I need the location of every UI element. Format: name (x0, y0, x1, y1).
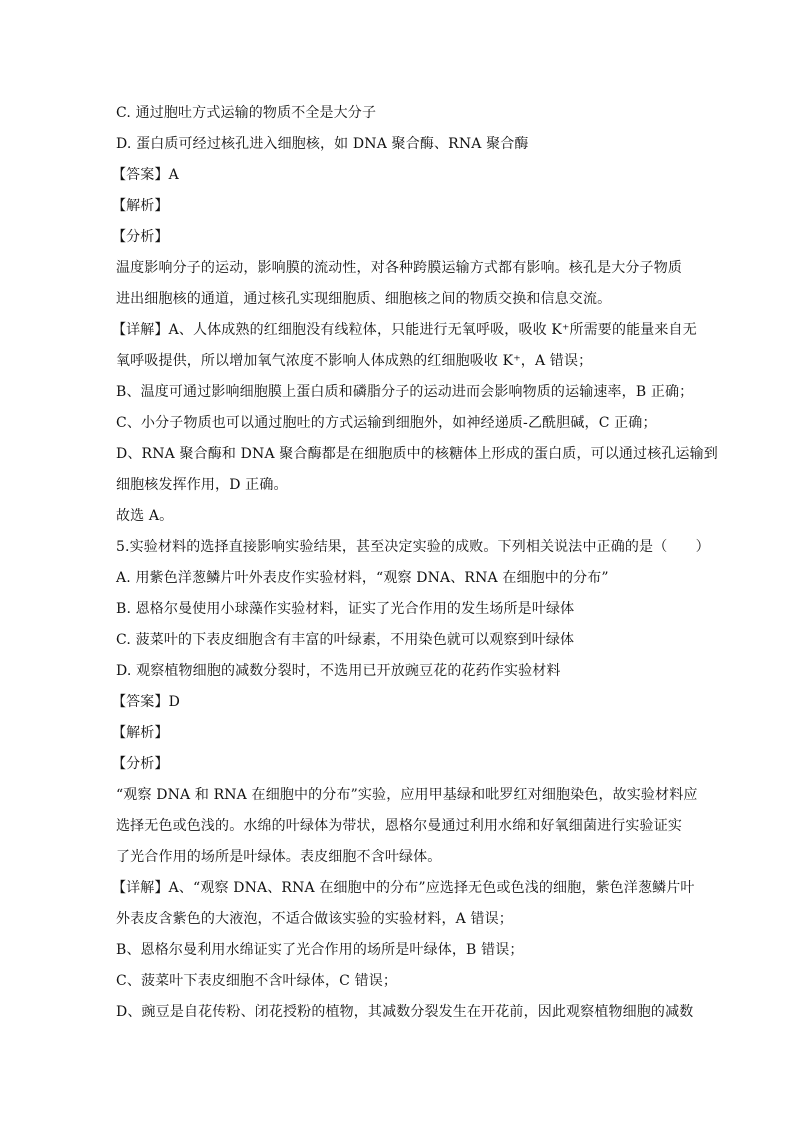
answer-label: 【答案】D (112, 694, 180, 710)
option-d-line: D. 蛋白质可经过核孔进入细胞核，如 DNA 聚合酶、RNA 聚合酶 (116, 136, 529, 152)
detail-line: D、RNA 聚合酶和 DNA 聚合酶都是在细胞质中的核糖体上形成的蛋白质，可以通过核孔运输到 (116, 446, 718, 462)
analysis-text-line: 了光合作用的场所是叶绿体。表皮细胞不含叶绿体。 (116, 849, 442, 865)
detail-line: 外表皮含紫色的大液泡，不适合做该实验的实验材料，A 错误； (116, 911, 513, 927)
explanation-label: 【解析】 (112, 725, 169, 741)
analysis-text-line: 进出细胞核的通道，通过核孔实现细胞质、细胞核之间的物质交换和信息交流。 (116, 291, 612, 307)
analysis-label: 【分析】 (112, 229, 169, 245)
explanation-label: 【解析】 (112, 198, 169, 214)
detail-line: 细胞核发挥作用，D 正确。 (116, 477, 288, 493)
detail-line: D、豌豆是自花传粉、闭花授粉的植物，其减数分裂发生在开花前，因此观察植物细胞的减数 (116, 1004, 694, 1020)
detail-line: C、小分子物质也可以通过胞吐的方式运输到细胞外，如神经递质-乙酰胆碱，C 正确； (116, 415, 657, 431)
analysis-label: 【分析】 (112, 756, 169, 772)
question-5-option-d: D. 观察植物细胞的减数分裂时，不选用已开放豌豆花的花药作实验材料 (116, 663, 561, 679)
detail-line: B、温度可通过影响细胞膜上蛋白质和磷脂分子的运动进而会影响物质的运输速率，B 正确； (116, 384, 694, 400)
analysis-text-line: 选择无色或色浅的。水绵的叶绿体为带状，恩格尔曼通过利用水绵和好氧细菌进行实验证实 (116, 818, 682, 834)
analysis-text-line: “观察 DNA 和 RNA 在细胞中的分布”实验，应用甲基绿和吡罗红对细胞染色，故实验材料应 (116, 787, 698, 803)
conclusion-line: 故选 A。 (116, 508, 174, 524)
detail-line: 【详解】A、“观察 DNA、RNA 在细胞中的分布”应选择无色或色浅的细胞，紫色洋葱鳞片叶 (112, 880, 695, 896)
answer-label: 【答案】A (112, 167, 179, 183)
question-5-option-a: A. 用紫色洋葱鳞片叶外表皮作实验材料，“观察 DNA、RNA 在细胞中的分布” (116, 570, 609, 586)
option-c-line: C. 通过胞吐方式运输的物质不全是大分子 (116, 105, 377, 121)
detail-line: 氧呼吸提供，所以增加氧气浓度不影响人体成熟的红细胞吸收 K⁺，A 错误； (116, 353, 593, 369)
question-5-option-c: C. 菠菜叶的下表皮细胞含有丰富的叶绿素，不用染色就可以观察到叶绿体 (116, 632, 575, 648)
detail-line: C、菠菜叶下表皮细胞不含叶绿体，C 错误； (116, 973, 398, 989)
detail-line: 【详解】A、人体成熟的红细胞没有线粒体，只能进行无氧呼吸，吸收 K⁺所需要的能量来自无 (112, 322, 697, 338)
detail-line: B、恩格尔曼利用水绵证实了光合作用的场所是叶绿体，B 错误； (116, 942, 524, 958)
analysis-text-line: 温度影响分子的运动，影响膜的流动性，对各种跨膜运输方式都有影响。核孔是大分子物质 (116, 260, 682, 276)
question-5-stem: 5.实验材料的选择直接影响实验结果，甚至决定实验的成败。下列相关说法中正确的是（ ） (116, 539, 710, 555)
question-5-option-b: B. 恩格尔曼使用小球藻作实验材料，证实了光合作用的发生场所是叶绿体 (116, 601, 575, 617)
